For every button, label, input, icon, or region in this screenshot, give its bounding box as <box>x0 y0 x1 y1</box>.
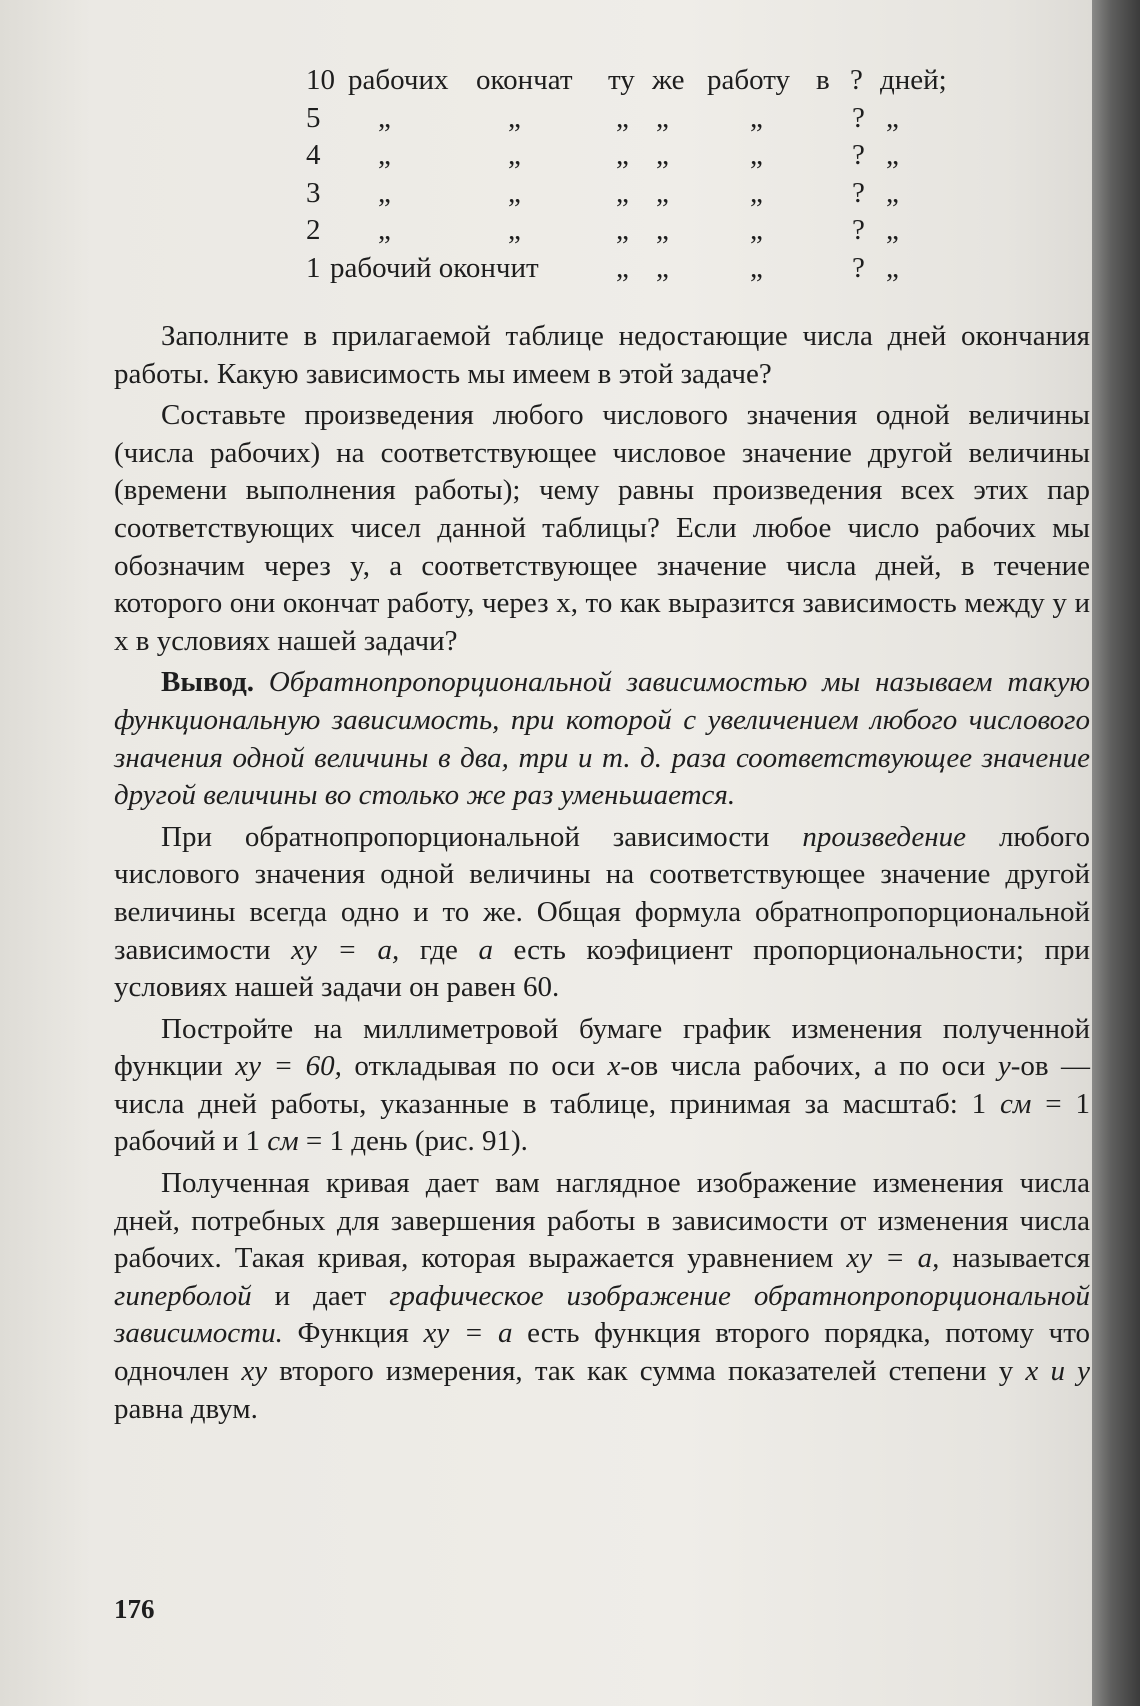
formula: xy = a, <box>846 1242 940 1275</box>
paragraph: Заполните в прилагаемой таблице недостающие числа дней окончания работы. Какую зависимость мы имеем в этой задаче? <box>114 320 1090 390</box>
table-row: 5 „ „ „ „ „ ? „ <box>306 101 899 134</box>
table-row: 2 „ „ „ „ „ ? „ <box>306 214 899 246</box>
table-row: 4 „ „ „ „ „ ? „ <box>306 139 899 171</box>
table-row: 3 „ „ „ „ „ ? „ <box>306 176 899 209</box>
paragraph: Постройте на миллиметровой бумаге график изменения полученной функции xy = 60, откладывая по оси x-ов числа рабочих, а по оси y-ов — числа дней работы, указанные в таблице, принимая за масштаб: 1 см = 1 рабочий и 1 см = 1 день (рис. 91). <box>114 1012 1091 1158</box>
workers-days-table <box>306 62 986 287</box>
formula: xy = 60, <box>235 1050 342 1083</box>
page-spine-shadow <box>1092 0 1140 1706</box>
paragraph: При обратнопропорциональной зависимости произведение любого числового значения одной величины на соответствующее значение другой величины всегда одно и то же. Общая формула обратнопропорциональной зависимости xy = a, где a есть коэфициент пропорциональности; при условиях нашей задачи он равен 60. <box>114 820 1091 1004</box>
body-text <box>114 318 1090 1432</box>
paragraph: Полученная кривая дает вам наглядное изображение изменения числа дней, потребных для завершения работы в зависимости от изменения числа рабочих. Такая кривая, которая выражается уравнением xy = a, называется гиперболой и дает графическое изображение обратнопропорциональной зависимости. Функция xy = a есть функция второго порядка, потому что одночлен xy второго измерения, так как сумма показателей степени у x и y равна двум. <box>114 1167 1091 1425</box>
formula: xy = a <box>423 1317 513 1350</box>
page-number: 176 <box>114 1594 155 1624</box>
paragraph-conclusion <box>114 664 1090 814</box>
conclusion-text: Обратнопропорциональной зависимостью мы называем такую функциональную зависимость, при которой с увеличением любого числового значения одной величины в два, три и т. д. раза соответствующее значение другой величины во столько же раз уменьшается. <box>114 666 1091 812</box>
table-row: 10 рабочих окончат ту же работу в ? дней; <box>306 64 947 96</box>
conclusion-label: Вывод. <box>161 666 255 699</box>
table-row: 1 рабочий окончит „ „ „ ? „ <box>306 251 899 284</box>
formula: xy = a, <box>291 933 400 966</box>
paragraph: Составьте произведения любого числового значения одной величины (числа рабочих) на соответствующее числовое значение другой величины (времени выполнения работы); чему равны произведения всех этих пар соответствующих чисел данной таблицы? Если любое число рабочих мы обозначим через y, а соответствующее значение числа дней, в течение которого они окончат работу, через x, то как выразится зависимость между y и x в условиях нашей задачи? <box>114 399 1090 657</box>
